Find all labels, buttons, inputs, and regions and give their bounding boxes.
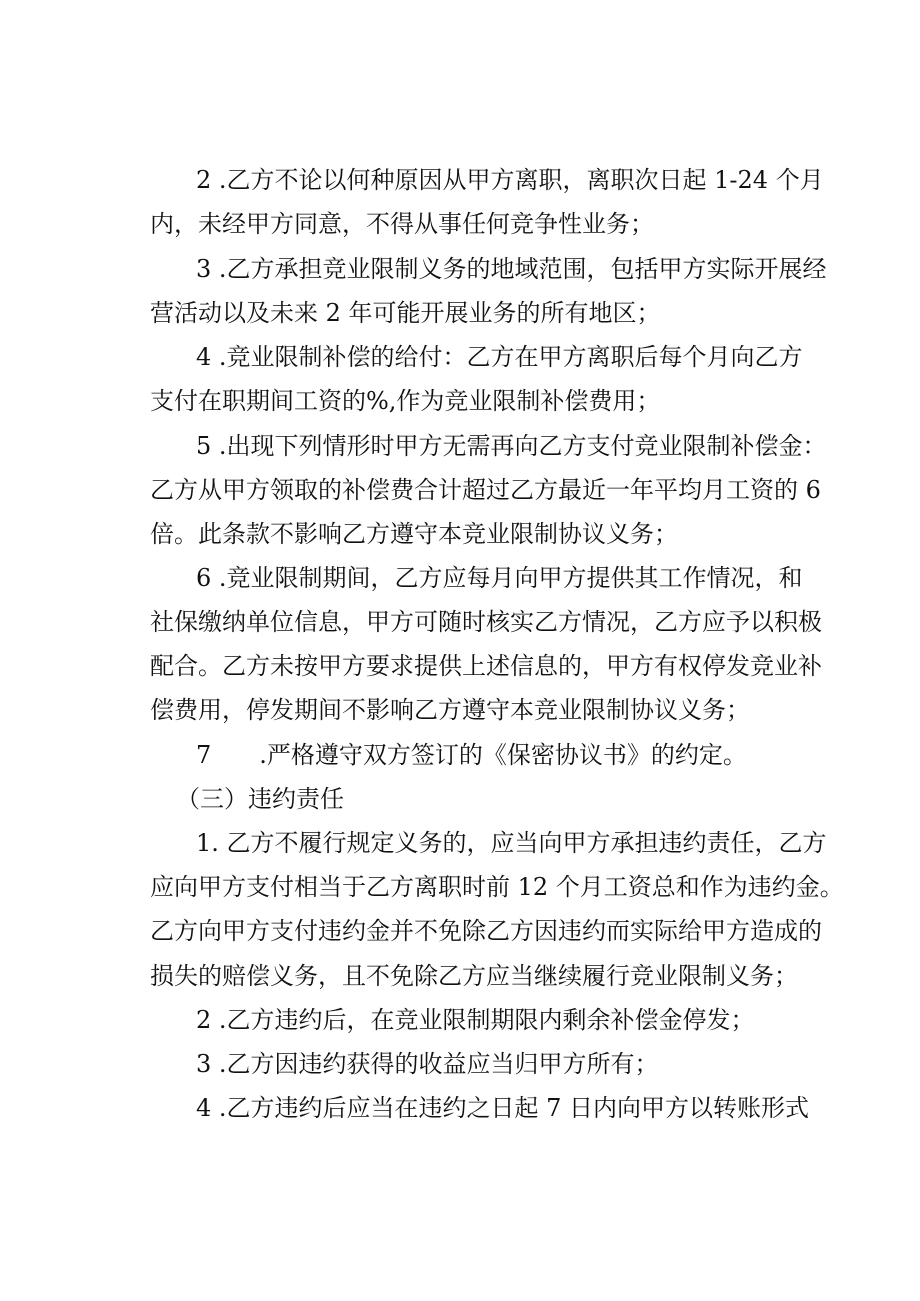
clause-6-line-4: 偿费用，停发期间不影响乙方遵守本竞业限制协议义务；	[150, 696, 750, 724]
clause-7-line-1: 7 .严格遵守双方签订的《保密协议书》的约定。	[196, 741, 747, 769]
clause-6-line-1: 6 .竞业限制期间，乙方应每月向甲方提供其工作情况，和	[196, 564, 803, 592]
clause-5-line-2: 乙方从甲方领取的补偿费合计超过乙方最近一年平均月工资的 6	[150, 476, 821, 504]
clause-2-line-2: 内，未经甲方同意，不得从事任何竞争性业务；	[150, 210, 654, 238]
breach-2-line-1: 2 .乙方违约后，在竞业限制期限内剩余补偿金停发；	[196, 1006, 755, 1034]
clause-3-line-2: 营活动以及未来 2 年可能开展业务的所有地区；	[150, 299, 661, 327]
section-heading-breach: （三）违约责任	[176, 785, 344, 813]
clause-5-line-1: 5 .出现下列情形时甲方无需再向乙方支付竞业限制补偿金：	[196, 432, 827, 460]
clause-4-line-1: 4 .竞业限制补偿的给付：乙方在甲方离职后每个月向乙方	[196, 343, 803, 371]
clause-5-line-3: 倍。此条款不影响乙方遵守本竞业限制协议义务；	[150, 520, 678, 548]
clause-2-line-1: 2 .乙方不论以何种原因从甲方离职，离职次日起 1-24 个月	[196, 166, 824, 194]
breach-3-line-1: 3 .乙方因违约获得的收益应当归甲方所有；	[196, 1050, 659, 1078]
breach-1-line-3: 乙方向甲方支付违约金并不免除乙方因违约而实际给甲方造成的	[150, 917, 822, 945]
clause-3-line-1: 3 .乙方承担竞业限制义务的地域范围，包括甲方实际开展经	[196, 255, 827, 283]
clause-4-line-2: 支付在职期间工资的%,作为竞业限制补偿费用；	[150, 387, 661, 415]
breach-1-line-1: 1. 乙方不履行规定义务的，应当向甲方承担违约责任，乙方	[196, 829, 827, 857]
breach-1-line-4: 损失的赔偿义务，且不免除乙方应当继续履行竞业限制义务；	[150, 962, 798, 990]
breach-4-line-1: 4 .乙方违约后应当在违约之日起 7 日内向甲方以转账形式	[196, 1094, 810, 1122]
clause-6-line-2: 社保缴纳单位信息，甲方可随时核实乙方情况，乙方应予以积极	[150, 608, 822, 636]
clause-6-line-3: 配合。乙方未按甲方要求提供上述信息的，甲方有权停发竞业补	[150, 652, 822, 680]
breach-1-line-2: 应向甲方支付相当于乙方离职时前 12 个月工资总和作为违约金。	[150, 873, 844, 901]
